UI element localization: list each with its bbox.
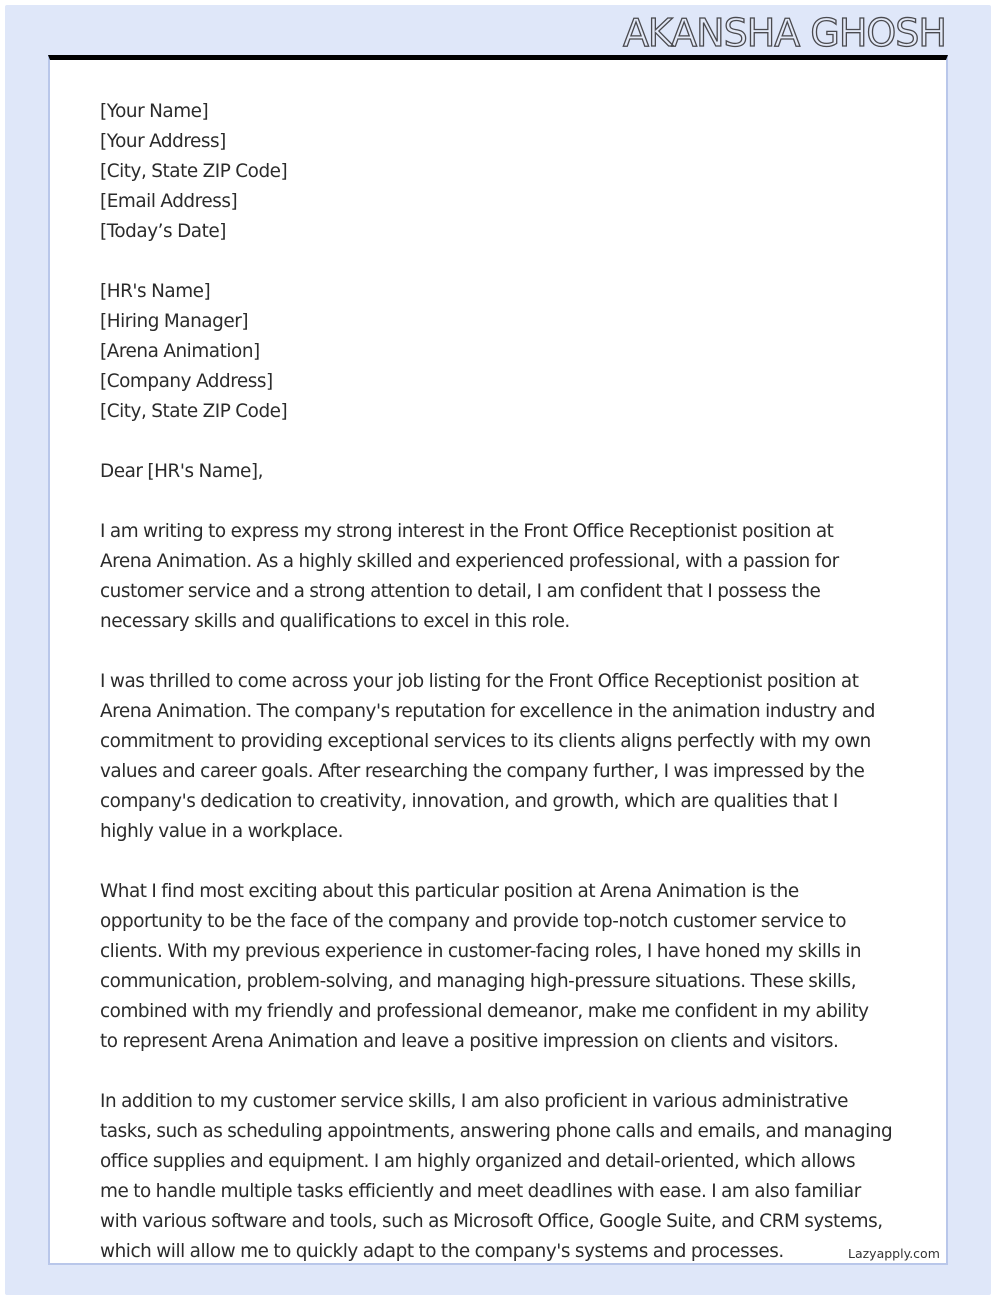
recipient-company: [Arena Animation] <box>100 341 260 362</box>
paragraph-line: In addition to my customer service skills, I am also proficient in various administrative <box>100 1091 849 1112</box>
paragraph-line: company's dedication to creativity, innovation, and growth, which are qualities that I <box>100 791 838 812</box>
sender-email: [Email Address] <box>100 191 238 212</box>
spacer <box>100 427 900 457</box>
paragraph-line: combined with my friendly and professional demeanor, make me confident in my ability <box>100 1001 869 1022</box>
paragraph-line: I am writing to express my strong interest in the Front Office Receptionist position at <box>100 521 834 542</box>
spacer <box>100 847 900 877</box>
sender-city: [City, State ZIP Code] <box>100 161 288 182</box>
sender-block <box>100 97 900 247</box>
recipient-city: [City, State ZIP Code] <box>100 401 288 422</box>
author-name: AKANSHA GHOSH <box>622 11 946 55</box>
paragraph-line: office supplies and equipment. I am highly organized and detail-oriented, which allows <box>100 1151 856 1172</box>
paragraph-line: with various software and tools, such as Microsoft Office, Google Suite, and CRM systems, <box>100 1211 883 1232</box>
paragraph-line: clients. With my previous experience in customer-facing roles, I have honed my skills in <box>100 941 862 962</box>
paragraph-line: commitment to providing exceptional services to its clients aligns perfectly with my own <box>100 731 871 752</box>
paragraph-line: necessary skills and qualifications to excel in this role. <box>100 611 570 632</box>
watermark: Lazyapply.com <box>848 1246 940 1261</box>
paragraph-line: tasks, such as scheduling appointments, answering phone calls and emails, and managing <box>100 1121 893 1142</box>
paragraph-intro <box>100 517 900 637</box>
paragraph-line: highly value in a workplace. <box>100 821 343 842</box>
letter-sheet <box>48 55 948 1265</box>
spacer <box>100 487 900 517</box>
spacer <box>100 247 900 277</box>
paragraph-line: opportunity to be the face of the company and provide top-notch customer service to <box>100 911 847 932</box>
spacer <box>100 637 900 667</box>
letter-date: [Today’s Date] <box>100 221 226 242</box>
paragraph-line: What I find most exciting about this particular position at Arena Animation is the <box>100 881 799 902</box>
paragraph-line: values and career goals. After researching the company further, I was impressed by the <box>100 761 865 782</box>
recipient-address: [Company Address] <box>100 371 273 392</box>
paragraph-skills <box>100 1087 900 1265</box>
paragraph-company-fit <box>100 667 900 847</box>
paragraph-line: communication, problem-solving, and managing high-pressure situations. These skills, <box>100 971 857 992</box>
paragraph-line: Arena Animation. As a highly skilled and experienced professional, with a passion for <box>100 551 839 572</box>
recipient-hr-name: [HR's Name] <box>100 281 211 302</box>
paragraph-line: to represent Arena Animation and leave a positive impression on clients and visitors. <box>100 1031 839 1052</box>
recipient-title: [Hiring Manager] <box>100 311 249 332</box>
recipient-block <box>100 277 900 427</box>
paragraph-line: me to handle multiple tasks efficiently and meet deadlines with ease. I am also familiar <box>100 1181 861 1202</box>
paragraph-line: customer service and a strong attention to detail, I am confident that I possess the <box>100 581 821 602</box>
salutation: Dear [HR's Name], <box>100 461 264 482</box>
paragraph-line: which will allow me to quickly adapt to the company's systems and processes. <box>100 1241 784 1262</box>
spacer <box>100 1057 900 1087</box>
sender-name: [Your Name] <box>100 101 209 122</box>
sender-address: [Your Address] <box>100 131 226 152</box>
letter-body <box>100 97 900 1265</box>
paragraph-line: I was thrilled to come across your job listing for the Front Office Receptionist position at <box>100 671 859 692</box>
paragraph-line: Arena Animation. The company's reputation for excellence in the animation industry and <box>100 701 875 722</box>
paragraph-motivation <box>100 877 900 1057</box>
